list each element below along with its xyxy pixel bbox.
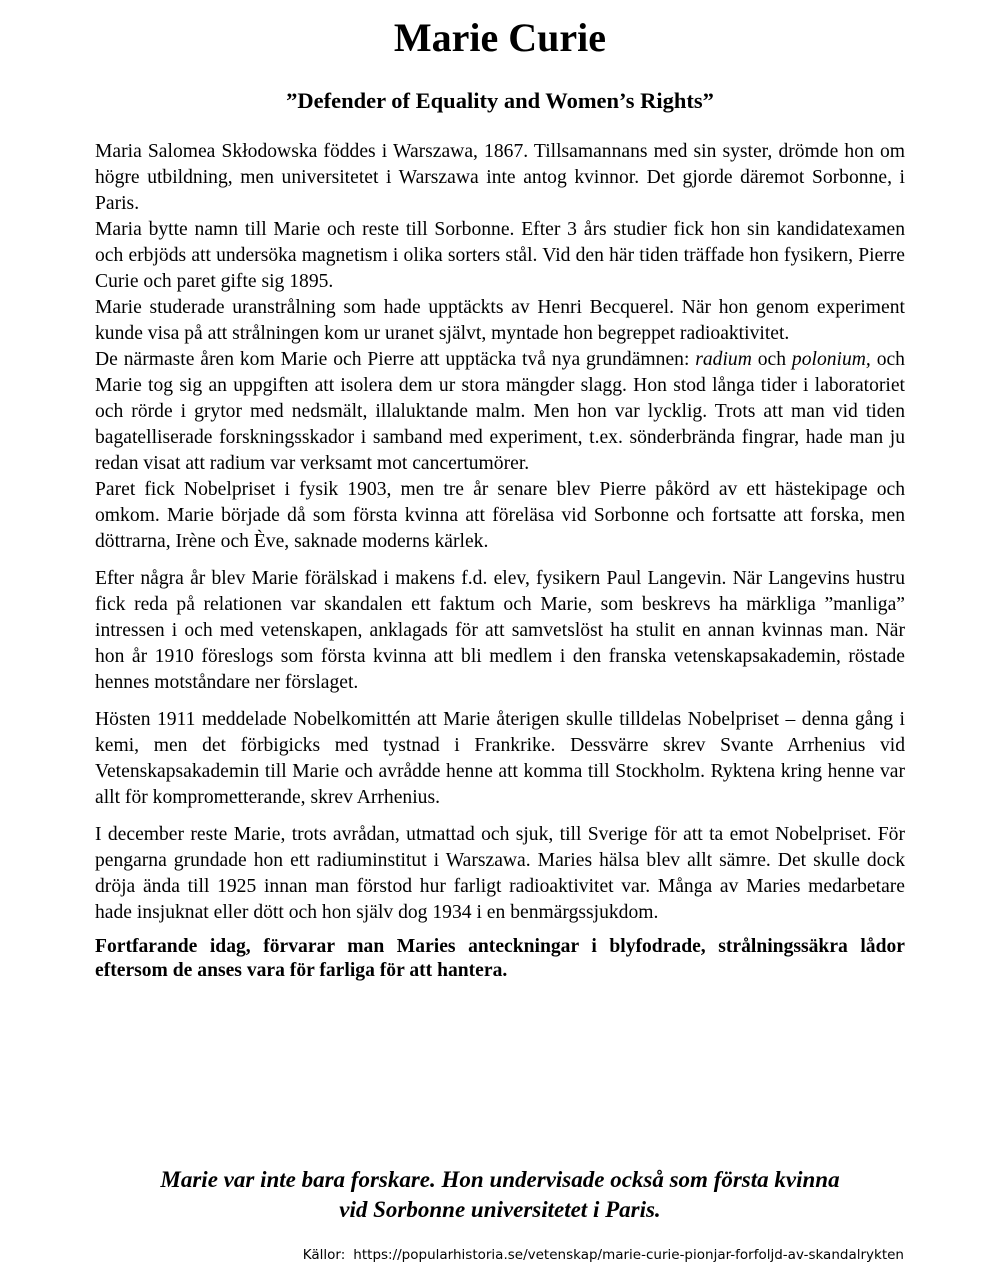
paragraph-death: I december reste Marie, trots avrådan, utmattad och sjuk, till Sverige för att ta emot Nobelpriset. För pengarna grundade hon ett radiuminstitut i Warszawa. Maries hälsa blev allt sämre. Det skulle dock dröja ända till 1925 innan man förstod hur farligt radioaktivitet var. Många av Maries medarbetare hade insjuknat eller dött och hon själv dog 1934 i en benmärgssjukdom. xyxy=(95,824,905,923)
paragraph-scandal: Efter några år blev Marie förälskad i makens f.d. elev, fysikern Paul Langevin. När Langevins hustru fick reda på relationen var skandalen ett faktum och Marie, som beskrevs ha märkliga ”manliga” intressen i och med vetenskapen, anklagads för att samvetslöst ha stulit en annan kvinnas man. När hon år 1910 föreslogs som första kvinna att bli medlem i den franska vetenskapsakademin, röstade hennes motståndare ner förslaget. xyxy=(95,568,905,693)
source-label: Källor: xyxy=(302,1247,346,1263)
paragraph-nobel-1903: Paret fick Nobelpriset i fysik 1903, men tre år senare blev Pierre påkörd av ett hästekipage och omkom. Marie började då som första kvinna att föreläsa vid Sorbonne och fortsatte att forska, men döttrarna, Irène och Ève, saknade moderns kärlek. xyxy=(95,479,905,552)
paragraph-discoveries xyxy=(95,347,905,477)
article-body xyxy=(95,139,905,983)
paragraph-sorbonne: Maria bytte namn till Marie och reste till Sorbonne. Efter 3 års studier fick hon sin kandidatexamen och erbjöds att undersöka magnetism i olika sorters stål. Vid den här tiden träffade hon fysikern, Pierre Curie och paret gifte sig 1895. xyxy=(95,219,905,292)
radium-term: radium xyxy=(695,349,752,370)
closing-line-1: Marie var inte bara forskare. Hon undervisade också som första kvinna xyxy=(160,1167,840,1192)
source-url: https://popularhistoria.se/vetenskap/marie-curie-pionjar-forfoljd-av-skandalrykten xyxy=(353,1247,904,1263)
paragraph-nobel-1911: Hösten 1911 meddelade Nobelkomittén att Marie återigen skulle tilldelas Nobelpriset – denna gång i kemi, men det förbigicks med tystnad i Frankrike. Dessvärre skrev Svante Arrhenius vid Vetenskapsakademin till Marie och avrådde henne att komma till Stockholm. Ryktena kring henne var allt för komprometterande, skrev Arrhenius. xyxy=(95,709,905,808)
paragraph-discoveries-text-3: och Marie tog sig an uppgiften att isolera dem ur stora mängder slagg. Hon stod långa tider i laboratoriet och rörde i grytor med nedsmält, illaluktande malm. Men hon var lycklig. Trots att man vid tiden bagatelliserade forskningsskador i samband med experiment, t.ex. sönderbrända fingrar, hade man ju redan visat att radium var verksamt mot cancertumörer. xyxy=(95,349,905,474)
paragraph-notebooks: Fortfarande idag, förvarar man Maries anteckningar i blyfodrade, strålningssäkra lådor eftersom de anses vara för farliga för att hantera. xyxy=(95,936,905,981)
closing-statement xyxy=(80,1165,920,1225)
paragraph-birth: Maria Salomea Skłodowska föddes i Warszawa, 1867. Tillsamannans med sin syster, drömde hon om högre utbildning, men universitetet i Warszawa inte antog kvinnor. Det gjorde däremot Sorbonne, i Paris. xyxy=(95,141,905,214)
page-subtitle: ”Defender of Equality and Women’s Rights” xyxy=(286,88,714,113)
closing-line-2: vid Sorbonne universitetet i Paris. xyxy=(339,1197,661,1222)
paragraph-discoveries-text-2: och xyxy=(751,349,792,370)
paragraph-discoveries-text-1: De närmaste åren kom Marie och Pierre att upptäcka två nya grundämnen: xyxy=(95,349,696,370)
paragraph-radioactivity: Marie studerade uranstrålning som hade upptäckts av Henri Becquerel. När hon genom experiment kunde visa på att strålningen kom ur uranet självt, myntade hon begreppet radioaktivitet. xyxy=(95,297,905,344)
page-title: Marie Curie xyxy=(393,15,607,60)
source-citation xyxy=(303,1246,904,1264)
polonium-term: polonium, xyxy=(791,349,871,370)
